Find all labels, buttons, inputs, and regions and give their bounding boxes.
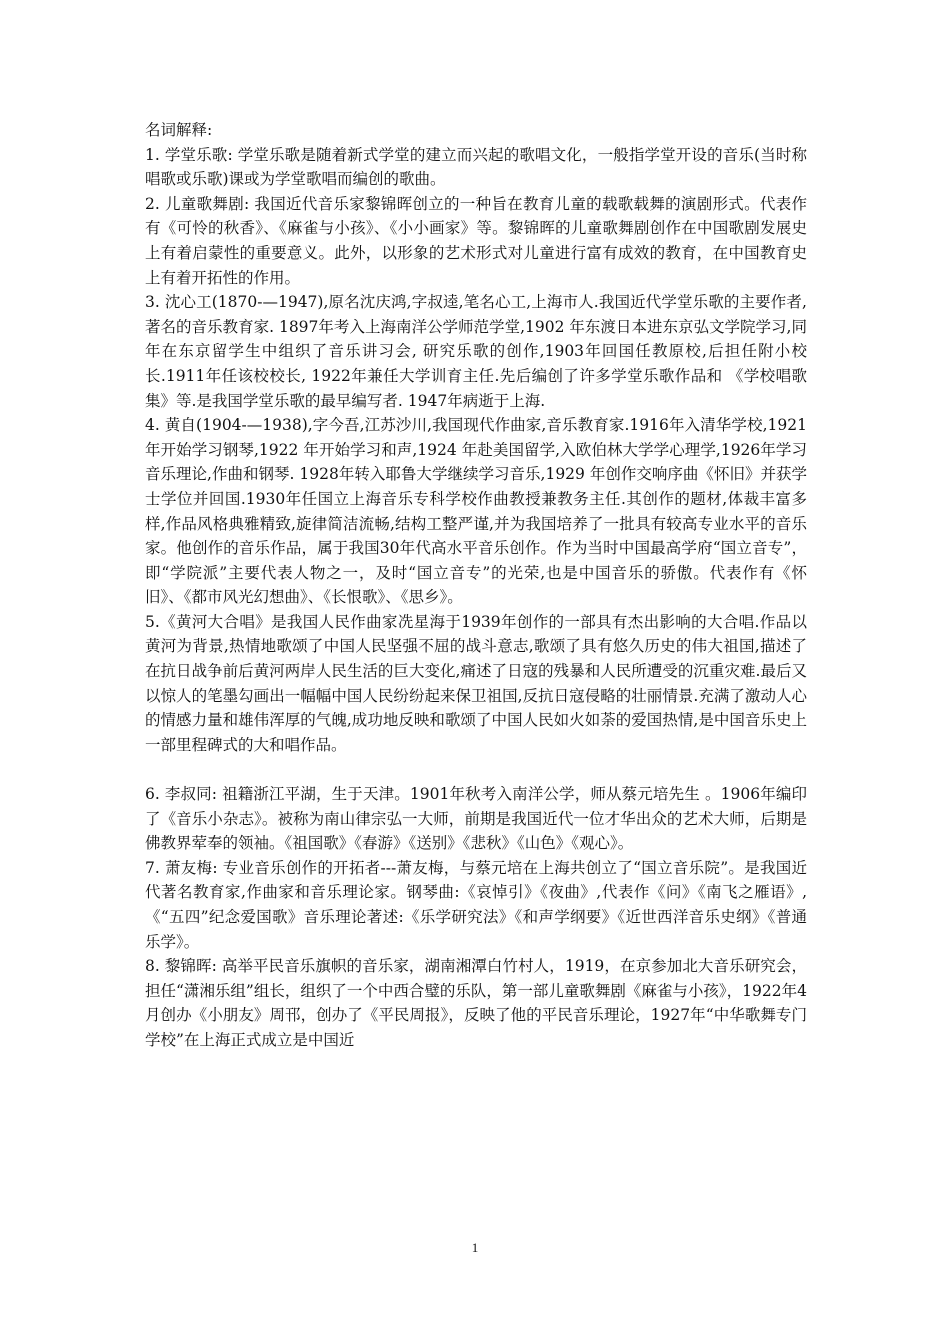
- document-body: [145, 118, 807, 1053]
- paragraph-spacer: [145, 757, 807, 782]
- page-number: 1: [471, 1240, 479, 1255]
- term-entry-school-songs: 1. 学堂乐歌: 学堂乐歌是随着新式学堂的建立而兴起的歌唱文化，一般指学堂开设的音乐(当时称唱歌或乐歌)课或为学堂歌唱而编创的歌曲。: [145, 145, 807, 189]
- term-entry-childrens-song-dance-drama: 2. 儿童歌舞剧: 我国近代音乐家黎锦晖创立的一种旨在教育儿童的载歌载舞的演剧形式。代表作有《可怜的秋香》、《麻雀与小孩》、《小小画家》等。黎锦晖的儿童歌舞剧创作在中国歌剧发展史上有着启蒙性的重要意义。此外，以形象的艺术形式对儿童进行富有成效的教育，在中国教育史上有着开拓性的作用。: [145, 194, 807, 287]
- term-entry-li-shutong: 6. 李叔同: 祖籍浙江平湖，生于天津。1901年秋考入南洋公学，师从蔡元培先生 。1906年编印了《音乐小杂志》。被称为南山律宗弘一大师，前期是我国近代一位才华出众的艺术大师，后期是佛教界荤奉的领袖。《祖国歌》《春游》《送别》《悲秋》《山色》《观心》。: [145, 785, 807, 853]
- term-entry-li-jinhui: 8. 黎锦晖: 高举平民音乐旗帜的音乐家，湖南湘潭白竹村人，1919，在京参加北大音乐研究会，担任“潇湘乐组”组长，组织了一个中西合璧的乐队，第一部儿童歌舞剧《麻雀与小孩》，1922年4月创办《小朋友》周邗，创办了《平民周报》，反映了他的平民音乐理论，1927年“中华歌舞专门学校”在上海正式成立是中国近: [145, 957, 807, 1049]
- term-entry-xiao-youmei: 7. 萧友梅: 专业音乐创作的开拓者---萧友梅，与蔡元培在上海共创立了“国立音乐院”。是我国近代著名教育家,作曲家和音乐理论家。钢琴曲:《哀悼引》《夜曲》,代表作《问》《南飞之雁语》,《“五四”纪念爱国歌》音乐理论著述:《乐学研究法》《和声学纲要》《近世西洋音乐史纲》《普通乐学》。: [145, 858, 807, 951]
- section-heading: 名词解释:: [145, 121, 213, 139]
- term-entry-shen-xingong: 3. 沈心工(1870-—1947),原名沈庆鸿,字叔逵,笔名心工,上海市人.我国近代学堂乐歌的主要作者,著名的音乐教育家. 1897年考入上海南洋公学师范学堂,1902 年东渡日本进东京弘文学院学习,同年在东京留学生中组织了音乐讲习会, 研究乐歌的创作,1903年回国任教原校,后担任附小校长.1911年任该校校长, 1922年兼任大学训育主任.先后编创了许多学堂乐歌作品和 《学校唱歌集》等.是我国学堂乐歌的最早编写者. 1947年病逝于上海.: [145, 293, 807, 410]
- term-entry-huang-zi: 4. 黄自(1904-—1938),字今吾,江苏沙川,我国现代作曲家,音乐教育家.1916年入清华学校,1921年开始学习钢琴,1922 年开始学习和声,1924 年赴美国留学,入欧伯林大学学心理学,1926年学习音乐理论,作曲和钢琴. 1928年转入耶鲁大学继续学习音乐,1929 年创作交响序曲《怀旧》并获学士学位并回国.1930年任国立上海音乐专科学校作曲教授兼教务主任.其创作的题材,体裁丰富多样,作品风格典雅精致,旋律简洁流畅,结构工整严谨,并为我国培养了一批具有较高专业水平的音乐家。他创作的音乐作品，属于我国30年代高水平音乐创作。作为当时中国最高学府“国立音专”，即“学院派”主要代表人物之一，及时“国立音专”的光荣,也是中国音乐的骄傲。代表作有《怀旧》、《都市风光幻想曲》、《长恨歌》、《思乡》。: [145, 416, 807, 607]
- term-entry-yellow-river-cantata: 5.《黄河大合唱》是我国人民作曲家冼星海于1939年创作的一部具有杰出影响的大合唱.作品以黄河为背景,热情地歌颂了中国人民坚强不屈的战斗意志,歌颂了具有悠久历史的伟大祖国,描述了在抗日战争前后黄河两岸人民生活的巨大变化,痛述了日寇的残暴和人民所遭受的沉重灾难.最后又以惊人的笔墨勾画出一幅幅中国人民纷纷起来保卫祖国,反抗日寇侵略的壮丽情景.充满了激动人心的情感力量和雄伟浑厚的气魄,成功地反映和歌颂了中国人民如火如荼的爱国热情,是中国音乐史上一部里程碑式的大和唱作品。: [145, 612, 807, 754]
